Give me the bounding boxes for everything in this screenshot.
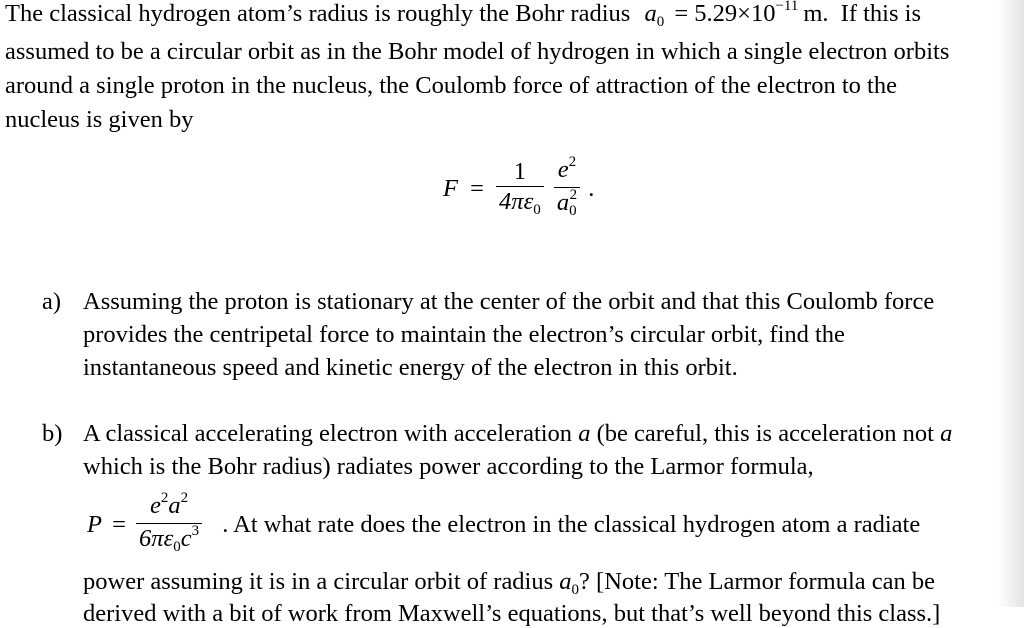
larmor-trailing-text: . At what rate does the electron in the classical hydrogen atom a radiate: [222, 510, 921, 538]
fraction-charge-over-radius: $\frac{e^2}{a_0^2}$: [554, 156, 580, 221]
bohr-radius-value: = $5.29\times 10^{-11}$ m.: [674, 0, 829, 27]
part-b-line-1: A classical accelerating electron with acceleration a (be careful, this is acceleration not a: [83, 420, 953, 447]
equation-period: .: [588, 174, 595, 202]
part-a-line-1: Assuming the proton is stationary at the center of the orbit and that this Coulomb force: [83, 288, 935, 315]
part-b-line-4: power assuming it is in a circular orbit of radius $a_0$? [Note: The Larmor formula can be: [83, 568, 936, 598]
power-symbol: P: [87, 510, 102, 538]
intro-line-2: assumed to be a circular orbit as in the Bohr model of hydrogen in which a single electron orbits: [5, 38, 950, 65]
larmor-fraction: $\frac{e^2a^2}{6\pi\varepsilon_0c^3}$: [136, 492, 202, 557]
page-edge-shadow: [998, 0, 1024, 607]
equals-sign: =: [470, 174, 484, 202]
bohr-radius-symbol: $a_0$: [644, 0, 665, 30]
larmor-equals-sign: =: [112, 510, 126, 538]
part-a-line-3: instantaneous speed and kinetic energy of the electron in this orbit.: [83, 354, 738, 381]
intro-text-end: If this is: [840, 0, 921, 27]
intro-line-3: around a single proton in the nucleus, the Coulomb force of attraction of the electron to the: [5, 72, 897, 99]
intro-line-4: nucleus is given by: [5, 106, 194, 133]
force-symbol: F: [443, 174, 458, 202]
intro-line-1: [5, 0, 921, 31]
larmor-formula-row: [87, 492, 920, 557]
part-b-line-2: which is the Bohr radius) radiates power according to the Larmor formula,: [83, 453, 814, 480]
part-b-line-5-partial: derived with a bit of work from Maxwell’s equations, but that’s well beyond this class.]: [83, 600, 941, 627]
intro-text: The classical hydrogen atom’s radius is roughly the Bohr radius: [5, 0, 631, 27]
part-b-marker: b): [42, 420, 63, 447]
part-a-marker: a): [42, 288, 62, 315]
part-a-line-2: provides the centripetal force to maintain the electron’s circular orbit, find the: [83, 321, 845, 348]
fraction-coulomb-constant: $\frac{1}{4\pi\varepsilon_0}$: [496, 158, 544, 220]
radius-symbol: $a_0$: [559, 568, 580, 598]
coulomb-force-equation: [443, 156, 594, 221]
